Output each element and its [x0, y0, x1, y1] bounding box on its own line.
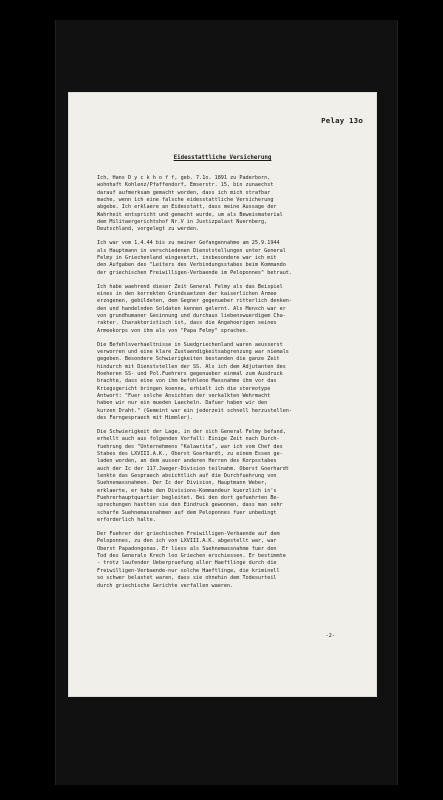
document-reference: Pelay 13o [321, 116, 363, 125]
paragraph-command-relations: Die Befehlsverhaeltnisse in Suedgriechenland waren aeusserst verworren und eine klare Zustaendigkeitsabgrenzung war niemals gegeben. Besondere Schwierigkeiten bestanden die ganze Zeit hindurch mit Dienststellen der SS. Als ich dem Adjutanten des Hoeheren SS- und Pol.Fuehrers gegenueber einmal zum Ausdruck brachte, dass eine von ihm befohlene Massnahme ihm vor das Kriegsgericht bringen koenne, erhielt ich die stereotype Antwort: "Fuer solche Ansichten der verkalkten Wehrmacht haben wir nur ein mueden Laecheln. Dafuer haben wir den kurzen Draht." (Gemeint war ein jederzeit schnell herzustellen- des Ferngespraech mit Himmler). [97, 341, 292, 422]
document-body [97, 175, 363, 594]
paragraph-service: Ich war vom 1.4.44 bis zu meiner Gefangennahme am 25.9.1944 als Hauptmann in verschiedenen Dienststellungen unter General Felmy in Griechenland eingesetzt, insbesondere war ich mit den Aufgaben des "Leiters des Verbindungsstabes beim Kommando der griechischen Freiwilligen-Verbaende im Peloponnes" betraut. [97, 240, 292, 276]
page-number: -2- [325, 633, 335, 639]
document-page [68, 92, 377, 697]
paragraph-declarant: Ich, Hans D y c k h o f f, geb. 7.1o. 1891 zu Paderborn, wohnhaft Kohlenz/Pfaffendorf, Emserstr. 15, bin zunaechst darauf aufmerksam gemacht worden, dass ich mich strafbar mache, wenn ich eine falsche eidesstattliche Versicherung abgebe. Ich erklaere an Eidesstatt, dass meine Aussage der Wahrheit entspricht und gemacht wurde, um als Beweismaterial dem Militaergerichtshof Nr.V in Justizpalast Nuernberg, Deutschland, vorgelegt zu werden. [97, 175, 283, 233]
paragraph-situation: Die Schwierigkeit der Lage, in der sich General Felmy befand, erhellt auch aus folgenden Vorfall: Einige Zeit nach Durch- fuehrung des "Unternehmens "Kalawrita", war ich vom Chef des Stabes des LXVIII.A.K., Oberst Goerhardt, zu einem Essen ge- laden worden, an dem ausser anderen Herren des Korpsstabes auch der Ic der 117.Jaeger-Division teilnahm. Oberst Goerhardt lenkte das Gespraech absichtlich auf die Durchfuehrung von Suehnemassnahmen. Der Ic der Division, Hauptmann Weber, erklaerte, er habe den Divisions-Kommandeur kuerzlich in's Fuehrerhauptquartier begleitet. Bei den dort gefuehrten Be- sprechungen hastten sie den Eindruck gewonnen, dass man sehr scharfe Suehnemassnahmen auf dem Peloponnes fuer unbedingt erforderlich halte. [97, 429, 289, 524]
document-title: Eidesstattliche Versicherung [173, 155, 272, 161]
paragraph-character: Ich habe waehrend dieser Zeit General Felmy als das Beispiel eines in den korrekten Grundsaetzen der kaiserlichen Armee erzogenen, gebildeten, dem Gegner gegenueber ritterlich denken- den und handelnden Soldaten kennen gelernt. Als Mensch war er von grundhumaner Gesinnung und durchaus liebenswuerdigem Cha- rakter. Charakteristisch ist, dass die Angehoerigen seines Armeekorps von ihm als von "Papa Felmy" sprachen. [97, 283, 292, 334]
paragraph-volunteer-units: Der Fuehrer der griechischen Freiwilligen-Verbaende auf dem Peloponnes, zu den ich von LXVIII.A.K. abgestellt war, war Oberst Papadongonas. Er liess als Suehnemassnahme fuer den Tod des Generals Krech loo Griechen erschiessen. Er bestimmte - trotz laufender Ueberpruefung aller Haeftlinge durch die Freiwilligen-Verbaende-nur solche Haeftlinge, die kriminell so schwer belastet waren, dass sie ohnehin dem Todesurteil durch griechische Gerichte verfallen waeren. [97, 531, 286, 589]
